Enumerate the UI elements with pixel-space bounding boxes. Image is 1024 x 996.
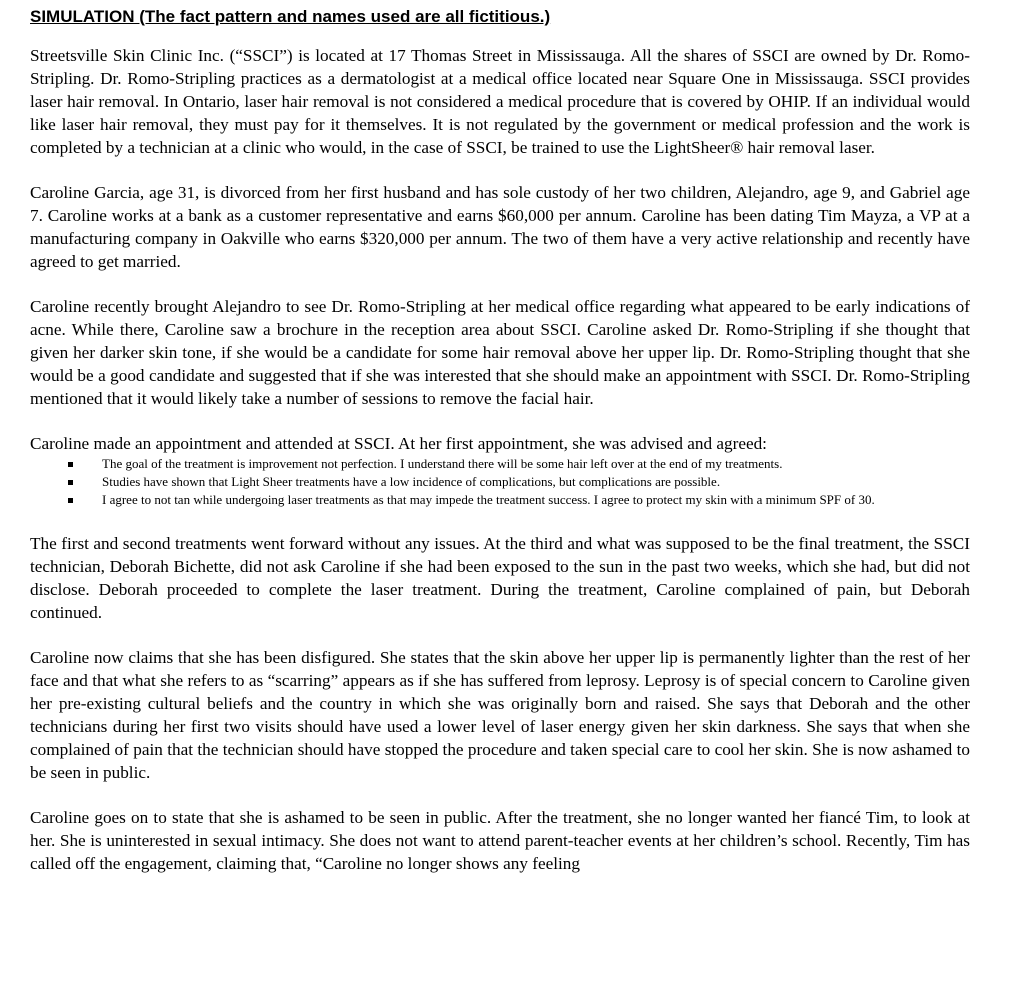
- paragraph-caroline-background: Caroline Garcia, age 31, is divorced from her first husband and has sole custody of her two children, Alejandro, age 9, and Gabriel age 7. Caroline works at a bank as a customer representative and earns $60,000 per annum. Caroline has been dating Tim Mayza, a VP at a manufacturing company in Oakville who earns $320,000 per annum. The two of them have a very active relationship and recently have agreed to get married.: [30, 183, 970, 271]
- document-heading: SIMULATION (The fact pattern and names used are all fictitious.): [30, 7, 551, 26]
- advice-bullet-text: I agree to not tan while undergoing laser treatments as that may impede the treatment success. I agree to protect my skin with a minimum SPF of 30.: [102, 492, 875, 507]
- advice-bullet-item: [30, 455, 970, 473]
- paragraph-impact: Caroline goes on to state that she is ashamed to be seen in public. After the treatment, she no longer wanted her fiancé Tim, to look at her. She is uninterested in sexual intimacy. She does not want to attend parent-teacher events at her children’s school. Recently, Tim has called off the engagement, claiming that, “Caroline no longer shows any feeling: [30, 808, 970, 873]
- advice-bullet-text: The goal of the treatment is improvement not perfection. I understand there will be some hair left over at the end of my treatments.: [102, 456, 783, 471]
- advice-bullet-list: [30, 455, 970, 509]
- document-page: [30, 6, 970, 897]
- bullet-square-icon: [68, 462, 73, 467]
- advice-bullet-text: Studies have shown that Light Sheer treatments have a low incidence of complications, but complications are possible.: [102, 474, 721, 489]
- bullet-square-icon: [68, 498, 73, 503]
- paragraph-acne-visit: Caroline recently brought Alejandro to see Dr. Romo-Stripling at her medical office regarding what appeared to be early indications of acne. While there, Caroline saw a brochure in the reception area about SSCI. Caroline asked Dr. Romo-Stripling if she thought that given her darker skin tone, if she would be a candidate for some hair removal above her upper lip. Dr. Romo-Stripling thought that she would be a good candidate and suggested that if she was interested that she should make an appointment with SSCI. Dr. Romo-Stripling mentioned that it would likely take a number of sessions to remove the facial hair.: [30, 297, 970, 408]
- paragraph-disfigurement-claim: Caroline now claims that she has been disfigured. She states that the skin above her upper lip is permanently lighter than the rest of her face and that what she refers to as “scarring” appears as if she has suffered from leprosy. Leprosy is of special concern to Caroline given her pre-existing cultural beliefs and the country in which she was originally born and raised. She says that Deborah and the other technicians during her first two visits should have used a lower level of laser energy given her skin darkness. She says that when she complained of pain that the technician should have stopped the procedure and taken special care to cool her skin. She is now ashamed to be seen in public.: [30, 648, 970, 782]
- paragraph-treatments: The first and second treatments went forward without any issues. At the third and what was supposed to be the final treatment, the SSCI technician, Deborah Bichette, did not ask Caroline if she had been exposed to the sun in the past two weeks, which she had, but did not disclose. Deborah proceeded to complete the laser treatment. During the treatment, Caroline complained of pain, but Deborah continued.: [30, 534, 970, 622]
- advice-bullet-item: [30, 491, 970, 509]
- paragraph-appointment-intro: Caroline made an appointment and attended at SSCI. At her first appointment, she was advised and agreed:: [30, 434, 767, 453]
- bullet-square-icon: [68, 480, 73, 485]
- paragraph-ssci-background: Streetsville Skin Clinic Inc. (“SSCI”) is located at 17 Thomas Street in Mississauga. All the shares of SSCI are owned by Dr. Romo-Stripling. Dr. Romo-Stripling practices as a dermatologist at a medical office located near Square One in Mississauga. SSCI provides laser hair removal. In Ontario, laser hair removal is not considered a medical procedure that is covered by OHIP. If an individual would like laser hair removal, they must pay for it themselves. It is not regulated by the government or medical profession and the work is completed by a technician at a clinic who would, in the case of SSCI, be trained to use the LightSheer® hair removal laser.: [30, 46, 970, 157]
- advice-bullet-item: [30, 473, 970, 491]
